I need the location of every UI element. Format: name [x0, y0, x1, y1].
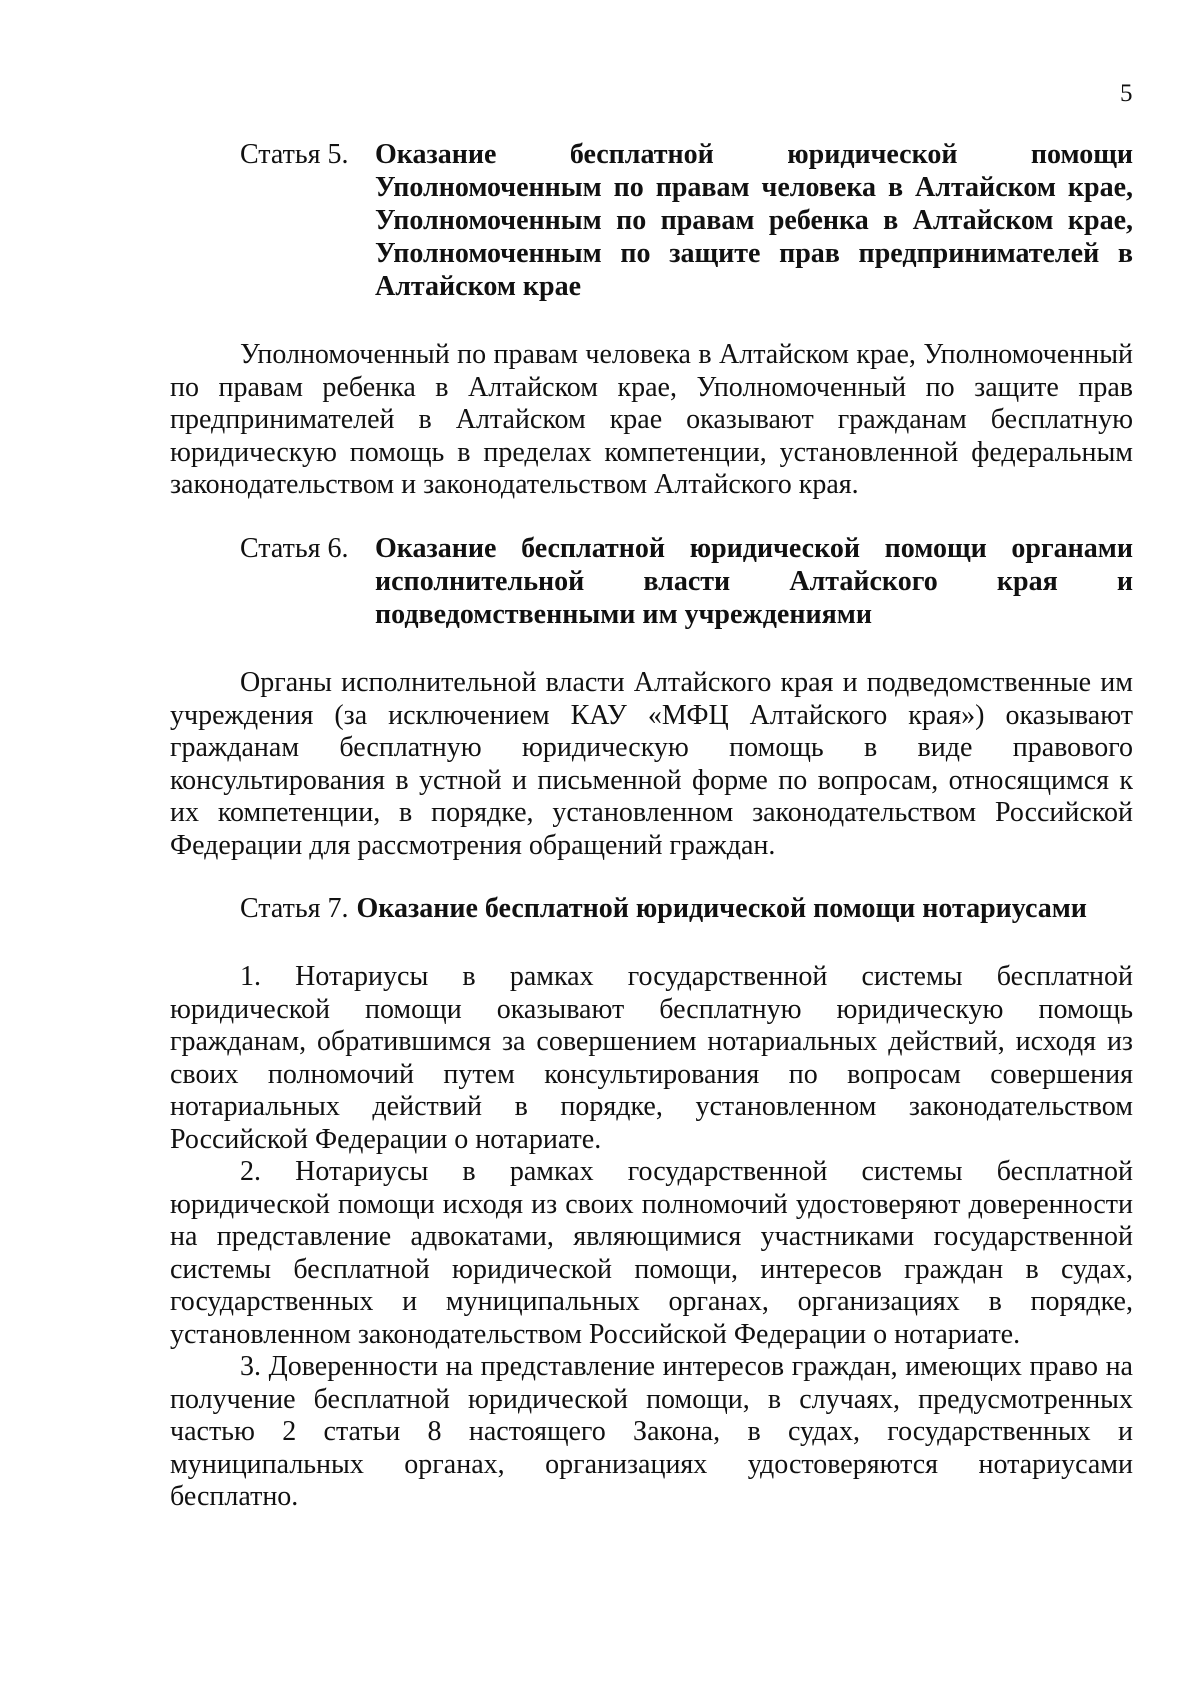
- article-paragraph: Уполномоченный по правам человека в Алтайском крае, Уполномоченный по правам ребенка в Алтайском крае, Уполномоченный по защите прав предпринимателей в Алтайском крае оказывают гражданам бесплатную юридическую помощь в пределах компетенции, установленной федеральным законодательством и законодательством Алтайского края.: [170, 339, 1133, 500]
- article-heading: [170, 892, 1133, 925]
- article-label: Статья 7.: [240, 893, 349, 924]
- article-paragraph: 2. Нотариусы в рамках государственной системы бесплатной юридической помощи исходя из своих полномочий удостоверяют доверенности на представление адвокатами, являющимися участниками государственной системы бесплатной юридической помощи, интересов граждан в судах, государственных и муниципальных органах, организациях в порядке, установленном законодательством Российской Федерации о нотариате.: [170, 1156, 1133, 1350]
- article-heading: [170, 532, 1133, 631]
- article-title: Оказание бесплатной юридической помощи органами исполнительной власти Алтайского края и подведомственными им учреждениями: [375, 533, 1133, 630]
- article-5: [170, 138, 1133, 502]
- article-paragraph: 1. Нотариусы в рамках государственной системы бесплатной юридической помощи оказывают бесплатную юридическую помощь гражданам, обратившимся за совершением нотариальных действий, исходя из своих полномочий путем консультирования по вопросам совершения нотариальных действий в порядке, установленном законодательством Российской Федерации о нотариате.: [170, 961, 1133, 1155]
- article-label: Статья 6.: [240, 533, 349, 564]
- article-heading: [170, 138, 1133, 303]
- article-paragraph: Органы исполнительной власти Алтайского края и подведомственные им учреждения (за исключением КАУ «МФЦ Алтайского края») оказывают гражданам бесплатную юридическую помощь в виде правового консультирования в устной и письменной форме по вопросам, относящимся к их компетенции, в порядке, установленном законодательством Российской Федерации для рассмотрения обращений граждан.: [170, 667, 1133, 861]
- article-6: [170, 532, 1133, 862]
- page-number: 5: [1120, 80, 1133, 107]
- article-label: Статья 5.: [240, 139, 349, 170]
- article-7: [170, 892, 1133, 1514]
- article-title: Оказание бесплатной юридической помощи нотариусами: [356, 893, 1087, 924]
- article-paragraph: 3. Доверенности на представление интересов граждан, имеющих право на получение бесплатной юридической помощи, в случаях, предусмотренных частью 2 статьи 8 настоящего Закона, в судах, государственных и муниципальных органах, организациях удостоверяются нотариусами бесплатно.: [170, 1351, 1133, 1512]
- article-title: Оказание бесплатной юридической помощи Уполномоченным по правам человека в Алтайском крае, Уполномоченным по правам ребенка в Алтайском крае, Уполномоченным по защите прав предпринимателей в Алтайском крае: [375, 139, 1133, 302]
